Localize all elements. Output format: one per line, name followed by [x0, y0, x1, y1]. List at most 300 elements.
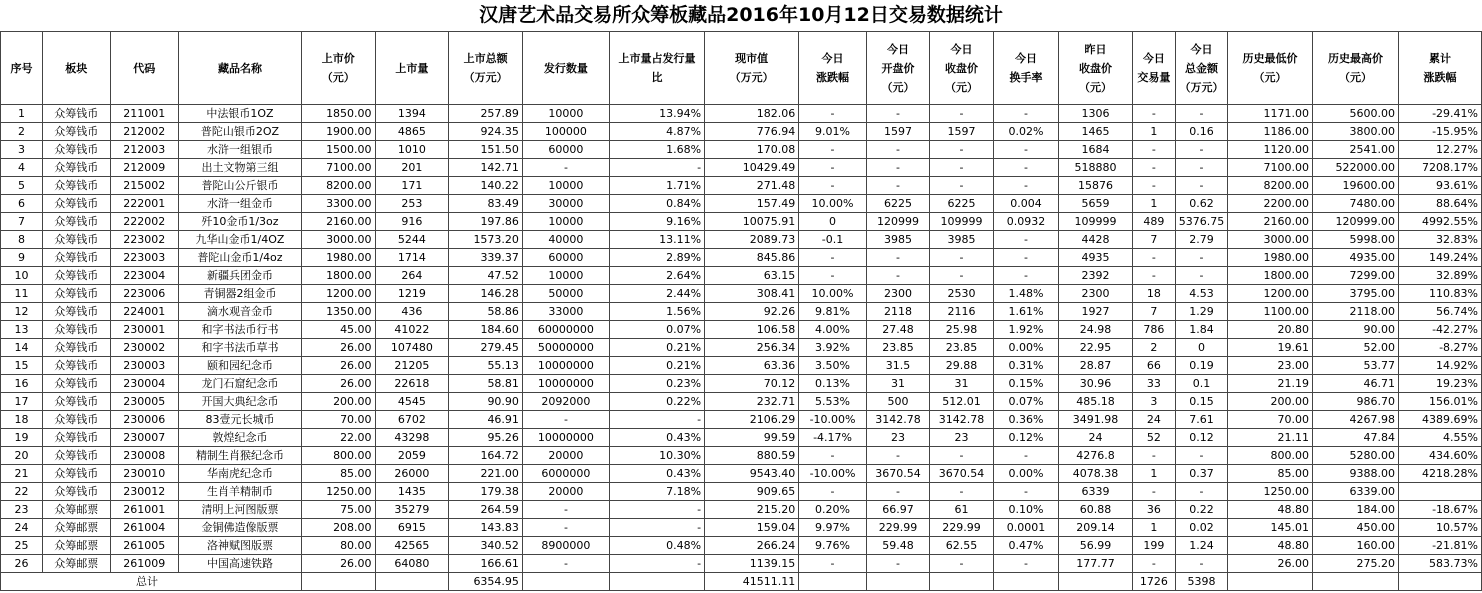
table-cell: 6702: [375, 411, 449, 429]
table-cell: 精制生肖猴纪念币: [179, 447, 302, 465]
table-cell: 1573.20: [449, 231, 523, 249]
table-row: [1, 177, 1482, 195]
table-cell: 8200.00: [1228, 177, 1313, 195]
table-cell: 2.64%: [609, 267, 704, 285]
table-cell: 7100.00: [1228, 159, 1313, 177]
table-cell: 145.01: [1228, 519, 1313, 537]
table-cell: -18.67%: [1398, 501, 1481, 519]
table-cell: 171: [375, 177, 449, 195]
table-cell: 众筹钱币: [42, 357, 110, 375]
table-cell: 10000000: [522, 357, 609, 375]
table-cell: 212009: [110, 159, 179, 177]
table-cell: 2: [1132, 339, 1175, 357]
table-cell: 2160.00: [301, 213, 375, 231]
table-cell: 0.23%: [609, 375, 704, 393]
column-header-text: 上市量占发行量: [618, 52, 696, 65]
table-cell: 13.94%: [609, 105, 704, 123]
table-cell: -: [993, 177, 1059, 195]
table-cell: 3000.00: [301, 231, 375, 249]
table-cell: 256.34: [705, 339, 799, 357]
table-cell: 1927: [1059, 303, 1133, 321]
table-cell: 开国大典纪念币: [179, 393, 302, 411]
column-header-text: 上市总额: [463, 52, 508, 65]
table-cell: -: [609, 519, 704, 537]
table-cell: 1714: [375, 249, 449, 267]
table-cell: 32.83%: [1398, 231, 1481, 249]
table-cell: 24: [1, 519, 43, 537]
table-cell: 4389.69%: [1398, 411, 1481, 429]
table-cell: 52.00: [1313, 339, 1399, 357]
table-cell: -: [1175, 555, 1227, 573]
table-cell: 5.53%: [799, 393, 867, 411]
table-cell: 179.38: [449, 483, 523, 501]
table-cell: 3142.78: [866, 411, 929, 429]
table-cell: -: [930, 105, 993, 123]
table-cell: 3.92%: [799, 339, 867, 357]
table-cell: 3670.54: [866, 465, 929, 483]
table-row: [1, 465, 1482, 483]
table-cell: 58.81: [449, 375, 523, 393]
table-cell: 9.01%: [799, 123, 867, 141]
table-cell: 2089.73: [705, 231, 799, 249]
table-cell: 212003: [110, 141, 179, 159]
table-cell: 229.99: [866, 519, 929, 537]
total-empty-cell: [866, 573, 929, 591]
table-cell: 909.65: [705, 483, 799, 501]
table-row: [1, 321, 1482, 339]
table-cell: 20000: [522, 447, 609, 465]
table-cell: 9388.00: [1313, 465, 1399, 483]
table-cell: [1398, 483, 1481, 501]
table-cell: -: [930, 483, 993, 501]
table-cell: 46.91: [449, 411, 523, 429]
table-cell: 0.07%: [993, 393, 1059, 411]
table-cell: 1597: [866, 123, 929, 141]
table-cell: 6: [1, 195, 43, 213]
column-header-text: 发行数量: [543, 61, 588, 75]
table-cell: 7480.00: [1313, 195, 1399, 213]
table-cell: -: [1132, 249, 1175, 267]
table-cell: 264: [375, 267, 449, 285]
column-header-text: 昨日: [1084, 42, 1107, 56]
table-cell: 14.92%: [1398, 357, 1481, 375]
table-cell: -: [930, 159, 993, 177]
column-header: [1175, 32, 1227, 105]
table-cell: -10.00%: [799, 411, 867, 429]
table-row: [1, 141, 1482, 159]
table-row: [1, 267, 1482, 285]
table-cell: 22.95: [1059, 339, 1133, 357]
column-header: [1398, 32, 1481, 105]
table-cell: -8.27%: [1398, 339, 1481, 357]
table-cell: 0.12%: [993, 429, 1059, 447]
table-cell: -: [866, 141, 929, 159]
table-cell: 5376.75: [1175, 213, 1227, 231]
column-header-text: （元）: [1338, 71, 1372, 84]
table-cell: -: [866, 555, 929, 573]
table-cell: 230008: [110, 447, 179, 465]
total-amount: 5398: [1175, 573, 1227, 591]
table-cell: 485.18: [1059, 393, 1133, 411]
table-cell: 56.99: [1059, 537, 1133, 555]
table-cell: 90.00: [1313, 321, 1399, 339]
table-cell: 九华山金币1/4OZ: [179, 231, 302, 249]
table-cell: 0.37: [1175, 465, 1227, 483]
table-cell: 146.28: [449, 285, 523, 303]
table-cell: 70.00: [1228, 411, 1313, 429]
table-row: [1, 501, 1482, 519]
table-cell: 48.80: [1228, 501, 1313, 519]
table-cell: 0.36%: [993, 411, 1059, 429]
table-cell: -29.41%: [1398, 105, 1481, 123]
table-cell: 1250.00: [301, 483, 375, 501]
table-cell: 0.43%: [609, 465, 704, 483]
table-cell: 2300: [866, 285, 929, 303]
table-cell: -: [930, 177, 993, 195]
table-cell: 47.52: [449, 267, 523, 285]
table-cell: 221.00: [449, 465, 523, 483]
column-header: [449, 32, 523, 105]
table-cell: 1139.15: [705, 555, 799, 573]
report-title: 汉唐艺术品交易所众筹板藏品2016年10月12日交易数据统计: [479, 4, 1003, 26]
table-cell: 众筹钱币: [42, 429, 110, 447]
table-cell: 45.00: [301, 321, 375, 339]
table-cell: 0.00%: [993, 465, 1059, 483]
table-cell: -: [1132, 555, 1175, 573]
table-cell: -15.95%: [1398, 123, 1481, 141]
table-cell: 众筹钱币: [42, 141, 110, 159]
table-cell: 222002: [110, 213, 179, 231]
column-header-text: 收盘价: [1079, 61, 1113, 75]
table-cell: -: [993, 249, 1059, 267]
table-cell: -: [522, 555, 609, 573]
table-cell: 众筹钱币: [42, 321, 110, 339]
column-header-text: （万元）: [463, 71, 508, 84]
table-cell: 253: [375, 195, 449, 213]
table-cell: 17: [1, 393, 43, 411]
table-cell: 436: [375, 303, 449, 321]
total-empty-cell: [609, 573, 704, 591]
table-cell: -: [866, 177, 929, 195]
column-header-text: 历史最低价: [1242, 52, 1298, 65]
table-cell: 1500.00: [301, 141, 375, 159]
table-cell: 1200.00: [301, 285, 375, 303]
table-cell: 261009: [110, 555, 179, 573]
table-cell: -: [799, 555, 867, 573]
table-cell: 9.16%: [609, 213, 704, 231]
table-cell: 19: [1, 429, 43, 447]
table-cell: -: [866, 105, 929, 123]
table-cell: 184.00: [1313, 501, 1399, 519]
table-row: [1, 213, 1482, 231]
table-cell: 166.61: [449, 555, 523, 573]
column-header-text: 今日: [1014, 52, 1037, 65]
table-cell: 149.24%: [1398, 249, 1481, 267]
table-cell: -: [993, 141, 1059, 159]
table-cell: 2.79: [1175, 231, 1227, 249]
table-cell: 35279: [375, 501, 449, 519]
column-header-text: 交易量: [1137, 71, 1171, 84]
table-cell: 1350.00: [301, 303, 375, 321]
total-empty-cell: [799, 573, 867, 591]
column-header-text: 总金额: [1184, 61, 1218, 75]
table-cell: 151.50: [449, 141, 523, 159]
column-header: [42, 32, 110, 105]
table-cell: 1980.00: [301, 249, 375, 267]
table-cell: 1219: [375, 285, 449, 303]
table-cell: 83壹元长城币: [179, 411, 302, 429]
table-cell: -: [930, 267, 993, 285]
total-empty-cell: [522, 573, 609, 591]
table-cell: 211001: [110, 105, 179, 123]
table-cell: 80.00: [301, 537, 375, 555]
table-cell: 众筹钱币: [42, 195, 110, 213]
table-cell: 41022: [375, 321, 449, 339]
table-cell: 3: [1132, 393, 1175, 411]
table-cell: 众筹钱币: [42, 483, 110, 501]
column-header-text: （元）: [1079, 80, 1113, 94]
table-cell: 2118.00: [1313, 303, 1399, 321]
table-cell: 10000: [522, 177, 609, 195]
table-cell: 223002: [110, 231, 179, 249]
table-cell: 14: [1, 339, 43, 357]
table-row: [1, 303, 1482, 321]
table-cell: 0.20%: [799, 501, 867, 519]
table-cell: 11: [1, 285, 43, 303]
table-cell: 83.49: [449, 195, 523, 213]
table-row: [1, 123, 1482, 141]
table-cell: 1: [1132, 465, 1175, 483]
table-cell: 1.84: [1175, 321, 1227, 339]
table-cell: 7.18%: [609, 483, 704, 501]
table-cell: 1: [1, 105, 43, 123]
table-cell: 60.88: [1059, 501, 1133, 519]
column-header-text: 现市值: [735, 52, 769, 65]
column-header-text: 序号: [10, 61, 33, 75]
table-row: [1, 519, 1482, 537]
table-cell: 2200.00: [1228, 195, 1313, 213]
table-cell: 1171.00: [1228, 105, 1313, 123]
table-cell: 1200.00: [1228, 285, 1313, 303]
table-cell: 水浒一组金币: [179, 195, 302, 213]
table-cell: 颐和园纪念币: [179, 357, 302, 375]
table-cell: 1: [1132, 519, 1175, 537]
column-header: [522, 32, 609, 105]
table-cell: 143.83: [449, 519, 523, 537]
table-cell: 3670.54: [930, 465, 993, 483]
table-cell: 845.86: [705, 249, 799, 267]
table-cell: 6339.00: [1313, 483, 1399, 501]
table-cell: 0.02%: [993, 123, 1059, 141]
column-header-text: 代码: [133, 61, 156, 75]
table-cell: 159.04: [705, 519, 799, 537]
table-cell: -: [1175, 267, 1227, 285]
table-cell: 1900.00: [301, 123, 375, 141]
table-cell: 257.89: [449, 105, 523, 123]
total-listing-total: 6354.95: [449, 573, 523, 591]
table-cell: -: [522, 411, 609, 429]
table-cell: 200.00: [301, 393, 375, 411]
table-cell: 261001: [110, 501, 179, 519]
column-header: [799, 32, 867, 105]
table-cell: 1394: [375, 105, 449, 123]
table-cell: -: [799, 267, 867, 285]
table-row: [1, 105, 1482, 123]
column-header-text: 藏品名称: [217, 61, 262, 75]
table-cell: 0.13%: [799, 375, 867, 393]
column-header-text: 今日: [1142, 52, 1165, 65]
table-cell: 66.97: [866, 501, 929, 519]
column-header-text: 历史最高价: [1327, 52, 1383, 65]
table-cell: 2300: [1059, 285, 1133, 303]
table-cell: 水浒一组银币: [179, 141, 302, 159]
table-cell: 0.1: [1175, 375, 1227, 393]
table-cell: 普陀山银币2OZ: [179, 123, 302, 141]
table-cell: 266.24: [705, 537, 799, 555]
column-header-text: 比: [651, 71, 663, 84]
table-cell: -: [522, 501, 609, 519]
table-cell: 众筹钱币: [42, 285, 110, 303]
table-cell: 70.00: [301, 411, 375, 429]
table-cell: 230002: [110, 339, 179, 357]
table-cell: 8200.00: [301, 177, 375, 195]
table-cell: 6915: [375, 519, 449, 537]
table-cell: 110.83%: [1398, 285, 1481, 303]
table-cell: -: [799, 447, 867, 465]
table-cell: 880.59: [705, 447, 799, 465]
table-cell: 64080: [375, 555, 449, 573]
table-cell: 5600.00: [1313, 105, 1399, 123]
table-cell: 25.98: [930, 321, 993, 339]
header-row: [1, 32, 1482, 105]
table-cell: 众筹钱币: [42, 267, 110, 285]
table-cell: 107480: [375, 339, 449, 357]
column-header: [993, 32, 1059, 105]
table-cell: 0.31%: [993, 357, 1059, 375]
table-cell: -: [1175, 159, 1227, 177]
table-cell: -: [930, 249, 993, 267]
table-cell: 986.70: [1313, 393, 1399, 411]
table-cell: 23: [930, 429, 993, 447]
table-cell: 7.61: [1175, 411, 1227, 429]
table-cell: -: [866, 249, 929, 267]
table-cell: 800.00: [301, 447, 375, 465]
table-cell: 4545: [375, 393, 449, 411]
table-cell: 120999: [866, 213, 929, 231]
table-cell: -: [866, 267, 929, 285]
table-cell: -: [930, 555, 993, 573]
table-cell: 龙门石窟纪念币: [179, 375, 302, 393]
table-cell: 0.62: [1175, 195, 1227, 213]
table-cell: 1684: [1059, 141, 1133, 159]
table-cell: 4218.28%: [1398, 465, 1481, 483]
table-cell: 出土文物第三组: [179, 159, 302, 177]
table-cell: 3.50%: [799, 357, 867, 375]
table-cell: 489: [1132, 213, 1175, 231]
table-cell: -: [609, 555, 704, 573]
table-cell: -: [993, 231, 1059, 249]
table-cell: 洛神赋图版票: [179, 537, 302, 555]
table-cell: -: [1132, 159, 1175, 177]
table-cell: 2059: [375, 447, 449, 465]
column-header: [609, 32, 704, 105]
table-cell: 27.48: [866, 321, 929, 339]
table-cell: 776.94: [705, 123, 799, 141]
total-empty-cell: [1398, 573, 1481, 591]
table-cell: 56.74%: [1398, 303, 1481, 321]
table-cell: -: [993, 447, 1059, 465]
table-cell: 3795.00: [1313, 285, 1399, 303]
column-header-text: 涨跌幅: [1423, 71, 1457, 84]
table-cell: -: [930, 141, 993, 159]
table-cell: 223006: [110, 285, 179, 303]
table-cell: 33: [1132, 375, 1175, 393]
table-cell: 199: [1132, 537, 1175, 555]
table-cell: 208.00: [301, 519, 375, 537]
column-header-text: （元）: [1253, 71, 1287, 84]
table-cell: 36: [1132, 501, 1175, 519]
table-cell: 5244: [375, 231, 449, 249]
table-cell: 212002: [110, 123, 179, 141]
table-cell: 58.86: [449, 303, 523, 321]
table-cell: 0.22%: [609, 393, 704, 411]
table-row: [1, 195, 1482, 213]
table-cell: -: [1132, 177, 1175, 195]
table-cell: 15876: [1059, 177, 1133, 195]
table-cell: 230012: [110, 483, 179, 501]
table-row: [1, 555, 1482, 573]
table-cell: 20.80: [1228, 321, 1313, 339]
column-header: [930, 32, 993, 105]
table-cell: -: [799, 105, 867, 123]
table-cell: 2541.00: [1313, 141, 1399, 159]
table-cell: 2.44%: [609, 285, 704, 303]
table-cell: 3800.00: [1313, 123, 1399, 141]
table-cell: 生肖羊精制币: [179, 483, 302, 501]
table-cell: 177.77: [1059, 555, 1133, 573]
table-cell: 201: [375, 159, 449, 177]
table-cell: 3: [1, 141, 43, 159]
table-cell: 43298: [375, 429, 449, 447]
table-cell: 众筹钱币: [42, 177, 110, 195]
table-cell: 2392: [1059, 267, 1133, 285]
table-cell: 华南虎纪念币: [179, 465, 302, 483]
table-cell: 5659: [1059, 195, 1133, 213]
table-cell: 金铜佛造像版票: [179, 519, 302, 537]
table-cell: 60000: [522, 249, 609, 267]
table-cell: -: [799, 177, 867, 195]
table-cell: 0.84%: [609, 195, 704, 213]
table-cell: 223004: [110, 267, 179, 285]
table-cell: 众筹钱币: [42, 303, 110, 321]
table-cell: 众筹邮票: [42, 519, 110, 537]
table-cell: 32.89%: [1398, 267, 1481, 285]
table-cell: 7299.00: [1313, 267, 1399, 285]
table-cell: 800.00: [1228, 447, 1313, 465]
table-cell: 279.45: [449, 339, 523, 357]
table-cell: 95.26: [449, 429, 523, 447]
table-row: [1, 429, 1482, 447]
table-cell: 3985: [866, 231, 929, 249]
table-cell: 0.47%: [993, 537, 1059, 555]
table-cell: 0.15: [1175, 393, 1227, 411]
table-cell: 7: [1132, 231, 1175, 249]
table-cell: 众筹钱币: [42, 411, 110, 429]
table-cell: -: [1175, 105, 1227, 123]
column-header: [1313, 32, 1399, 105]
table-cell: -: [993, 555, 1059, 573]
trade-data-table: [0, 31, 1482, 591]
